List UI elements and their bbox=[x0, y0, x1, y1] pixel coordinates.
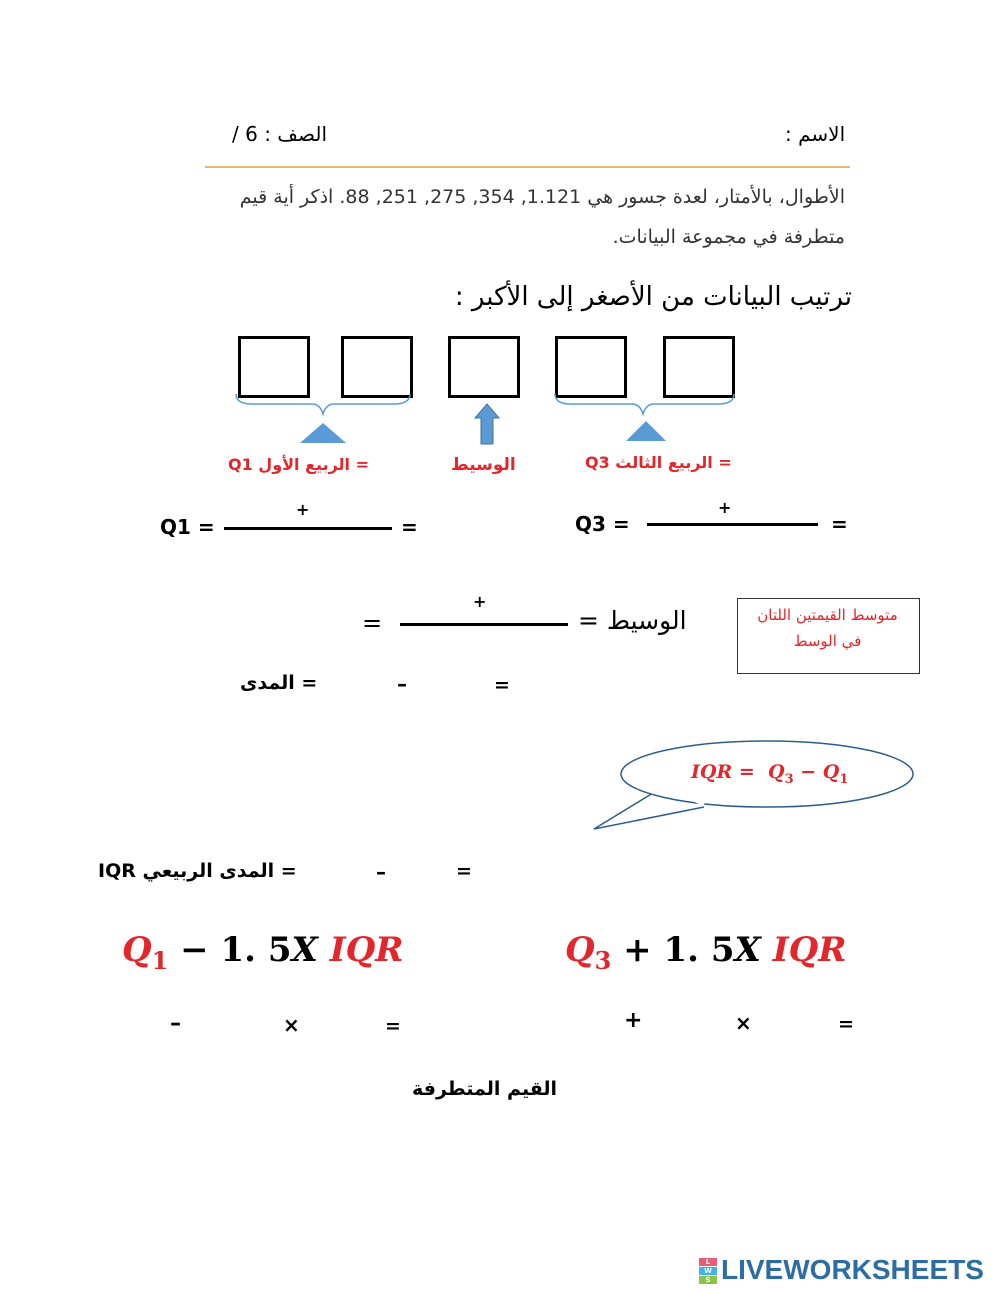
q1-lhs: Q1 = bbox=[160, 515, 215, 539]
iqr-formula-iqr: IQR bbox=[691, 761, 733, 783]
lower-fence-q: Q bbox=[122, 930, 152, 970]
median-up-arrow bbox=[475, 404, 499, 444]
lower-fence-x: X bbox=[291, 930, 330, 970]
median-fraction-line bbox=[400, 623, 568, 626]
q3-fraction-line bbox=[647, 523, 818, 526]
brand-logo-square-1: L bbox=[699, 1258, 717, 1266]
right-brace bbox=[555, 394, 734, 414]
lower-times: × bbox=[283, 1013, 300, 1037]
median-note-line-1: متوسط القيمتين اللتان bbox=[757, 606, 898, 624]
q1-plus: + bbox=[296, 500, 310, 519]
brand-logo-square-3: S bbox=[699, 1276, 717, 1284]
iqr-formula bbox=[691, 761, 848, 787]
q1-equals: = bbox=[401, 515, 418, 539]
q3-lhs: Q3 = bbox=[575, 512, 630, 536]
range-label: = المدى bbox=[240, 672, 318, 694]
upper-fence-x: X bbox=[734, 930, 773, 970]
upper-fence-q: Q bbox=[565, 930, 595, 970]
iqr-formula-eq: = bbox=[732, 761, 768, 783]
iqr-formula-minus: − bbox=[793, 761, 823, 783]
q3-equals: = bbox=[831, 512, 848, 536]
upper-times: × bbox=[735, 1011, 752, 1035]
upper-equals: = bbox=[838, 1013, 854, 1035]
lower-fence-rest: − 1. 5 bbox=[168, 930, 292, 970]
upper-fence-formula bbox=[565, 930, 846, 975]
brand-logo-square-2: W bbox=[699, 1267, 717, 1275]
q1-fraction-line bbox=[224, 527, 392, 530]
upper-fence-iqr: IQR bbox=[772, 930, 847, 970]
upper-fence-rest: + 1. 5 bbox=[611, 930, 735, 970]
median-note-line-2: في الوسط bbox=[793, 632, 862, 650]
range-equals: = bbox=[494, 674, 510, 696]
left-brace bbox=[236, 394, 410, 414]
q3-triangle bbox=[626, 421, 666, 441]
lower-fence-sub: 1 bbox=[151, 945, 169, 975]
outliers-label: القيم المتطرفة bbox=[412, 1078, 558, 1100]
median-text: الوسيط = bbox=[578, 606, 687, 635]
lower-equals: = bbox=[385, 1015, 401, 1037]
q3-label: = الربيع الثالث Q3 bbox=[585, 453, 732, 472]
iqr-equals: = bbox=[456, 860, 472, 882]
range-minus: – bbox=[397, 672, 407, 696]
iqr-formula-q1-sub: 1 bbox=[839, 771, 849, 787]
name-label: الاسم : bbox=[785, 122, 846, 146]
class-label: الصف : 6 / bbox=[232, 122, 327, 146]
iqr-formula-q3: Q bbox=[768, 761, 785, 783]
ordering-instruction: ترتيب البيانات من الأصغر إلى الأكبر : bbox=[454, 282, 852, 312]
iqr-formula-q1: Q bbox=[822, 761, 840, 783]
lower-fence-formula bbox=[122, 930, 403, 975]
iqr-formula-q3-sub: 3 bbox=[784, 771, 794, 787]
median-label: الوسيط bbox=[451, 455, 516, 475]
median-plus: + bbox=[473, 592, 487, 611]
brand-logo-icon bbox=[699, 1258, 717, 1284]
question-line-2: متطرفة في مجموعة البيانات. bbox=[612, 226, 845, 248]
brand-wordmark[interactable]: LIVEWORKSHEETS bbox=[721, 1254, 984, 1285]
q3-plus: + bbox=[718, 498, 732, 517]
upper-fence-sub: 3 bbox=[594, 945, 612, 975]
iqr-label: = المدى الربيعي IQR bbox=[98, 860, 297, 882]
upper-plus: + bbox=[624, 1008, 643, 1033]
q1-label: = الربيع الأول Q1 bbox=[228, 455, 369, 474]
q1-answer-input[interactable] bbox=[420, 512, 544, 542]
ordering-diagram bbox=[0, 0, 1000, 460]
median-equals: = bbox=[362, 609, 383, 637]
iqr-minus: – bbox=[376, 860, 386, 884]
q1-triangle bbox=[300, 423, 346, 443]
lower-fence-iqr: IQR bbox=[329, 930, 404, 970]
question-line-1: الأطوال، بالأمتار، لعدة جسور هي 1.121, 354, 275, 251, 88. اذكر أية قيم bbox=[239, 186, 845, 208]
lower-minus: – bbox=[170, 1011, 181, 1036]
